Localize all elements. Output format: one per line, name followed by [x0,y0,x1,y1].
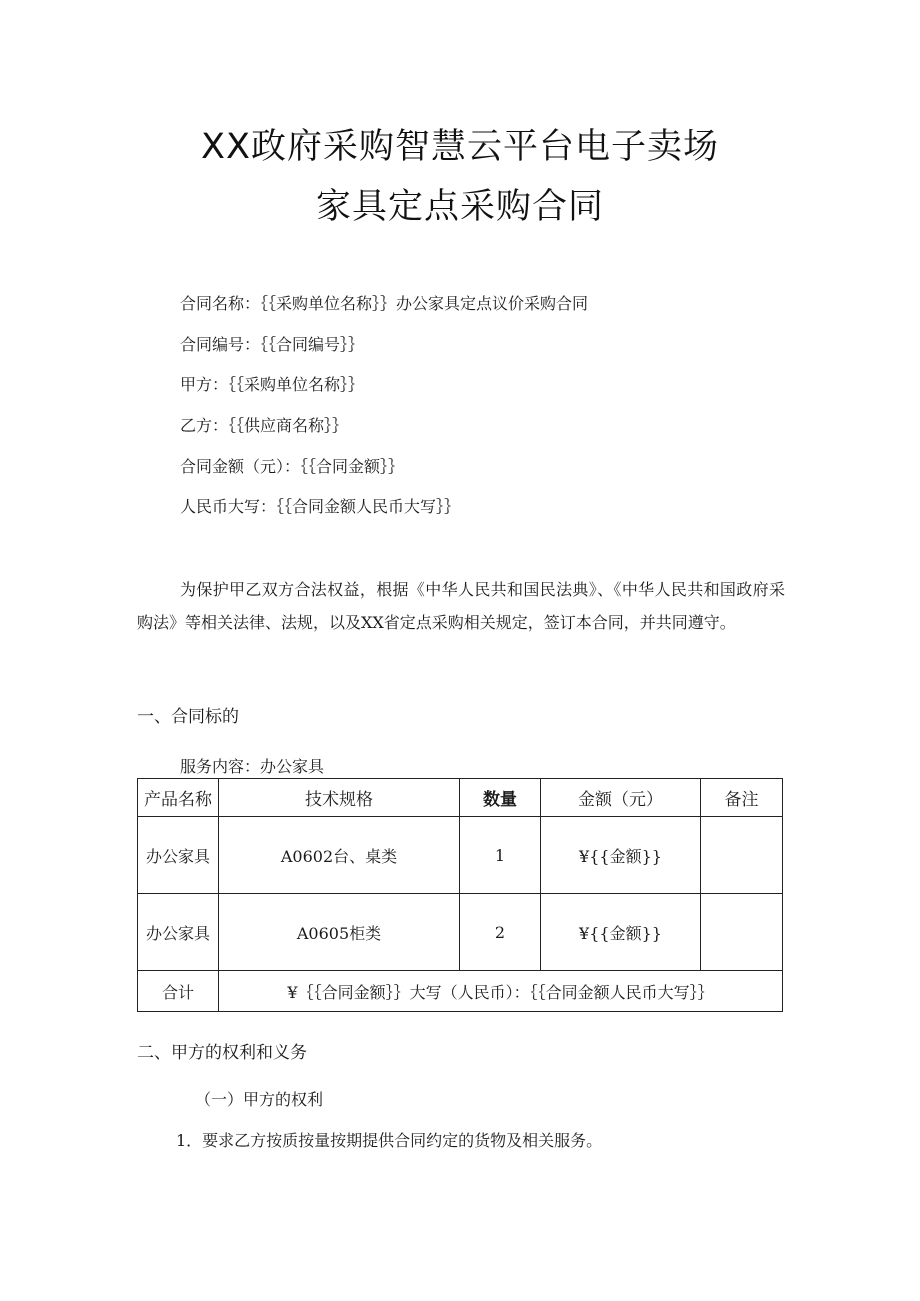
document-title-line1: XX政府采购智慧云平台电子卖场 [201,127,719,167]
table-row [138,894,783,971]
cell-spec: A0602台、桌类 [219,817,460,894]
contract-number: 合同编号：｛｛合同编号｝｝ [180,335,365,354]
party-b: 乙方：｛｛供应商名称｝｝ [180,416,349,435]
clause-1: 1．要求乙方按质按量按期提供合同约定的货物及相关服务。 [176,1131,603,1150]
header-remark: 备注 [701,779,783,817]
contract-items-table [137,778,783,1012]
section-2-subheading: （一）甲方的权利 [195,1090,324,1109]
contract-amount-rmb: 人民币大写：｛｛合同金额人民币大写｝｝ [180,497,461,516]
total-label: 合计 [138,971,219,1012]
cell-amount: ¥{{金额}} [541,817,701,894]
cell-spec: A0605柜类 [219,894,460,971]
party-a: 甲方：｛｛采购单位名称｝｝ [180,375,365,394]
total-value: ¥｛｛合同金额｝｝大写（人民币）：｛｛合同金额人民币大写｝｝ [219,971,783,1012]
preamble-paragraph: 为保护甲乙双方合法权益，根据《中华人民共和国民法典》、《中华人民共和国政府采购法》等相关法律、法规，以及XX省定点采购相关规定，签订本合同，并共同遵守。 [137,580,785,632]
contract-name: 合同名称：｛｛采购单位名称｝｝办公家具定点议价采购合同 [180,294,589,313]
table-total-row [138,971,783,1012]
service-content: 服务内容：办公家具 [180,757,325,776]
cell-product: 办公家具 [138,817,219,894]
section-1-heading: 一、合同标的 [137,707,239,727]
cell-product: 办公家具 [138,894,219,971]
header-spec: 技术规格 [219,779,460,817]
header-quantity: 数量 [460,779,541,817]
header-amount: 金额（元） [541,779,701,817]
document-title-line2: 家具定点采购合同 [315,187,604,227]
header-product: 产品名称 [138,779,219,817]
section-2-heading: 二、甲方的权利和义务 [137,1043,307,1063]
cell-remark [701,894,783,971]
cell-quantity: 2 [460,894,541,971]
cell-quantity: 1 [460,817,541,894]
contract-amount: 合同金额（元）：｛｛合同金额｝｝ [180,457,405,476]
table-row [138,817,783,894]
table-header-row [138,779,783,817]
cell-amount: ¥{{金额}} [541,894,701,971]
cell-remark [701,817,783,894]
